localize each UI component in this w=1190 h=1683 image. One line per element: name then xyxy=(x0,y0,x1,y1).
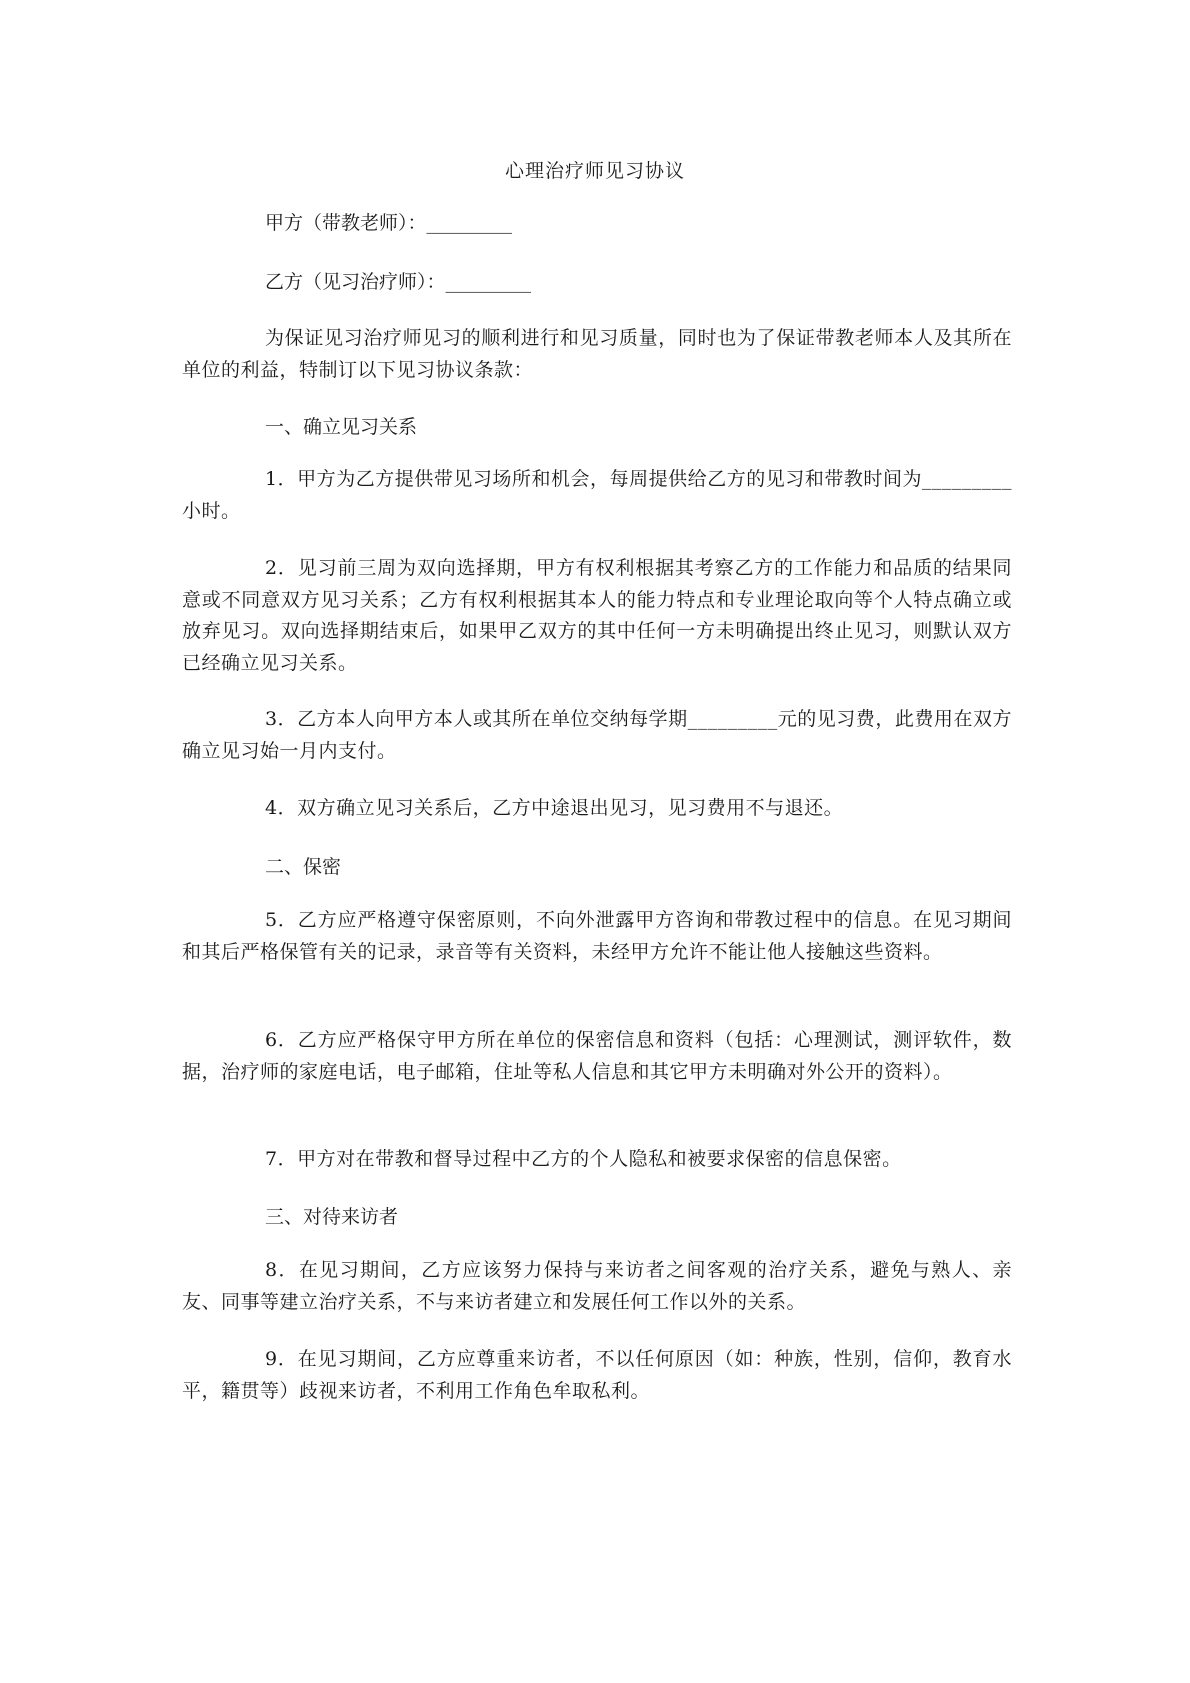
clause-4: 4．双方确立见习关系后，乙方中途退出见习，见习费用不与退还。 xyxy=(265,797,844,819)
section-heading: 二、保密 xyxy=(265,856,342,878)
clause-6: 6．乙方应严格保守甲方所在单位的保密信息和资料（包括：心理测试，测评软件，数据，治疗师的家庭电话，电子邮箱，住址等私人信息和其它甲方未明确对外公开的资料）。 xyxy=(182,1029,1012,1083)
clause-8: 8．在见习期间，乙方应该努力保持与来访者之间客观的治疗关系，避免与熟人、亲友、同事等建立治疗关系，不与来访者建立和发展任何工作以外的关系。 xyxy=(182,1259,1012,1313)
intro-paragraph: 为保证见习治疗师见习的顺利进行和见习质量，同时也为了保证带教老师本人及其所在单位的利益，特制订以下见习协议条款： xyxy=(182,327,1012,381)
document-title: 心理治疗师见习协议 xyxy=(504,160,685,182)
section-heading: 一、确立见习关系 xyxy=(265,416,418,438)
clause-3: 3．乙方本人向甲方本人或其所在单位交纳每学期_________元的见习费，此费用在双方确立见习始一月内支付。 xyxy=(182,708,1012,762)
clause-7: 7．甲方对在带教和督导过程中乙方的个人隐私和被要求保密的信息保密。 xyxy=(265,1148,902,1170)
section-heading: 三、对待来访者 xyxy=(265,1206,399,1228)
clause-5: 5．乙方应严格遵守保密原则，不向外泄露甲方咨询和带教过程中的信息。在见习期间和其后严格保管有关的记录，录音等有关资料，未经甲方允许不能让他人接触这些资料。 xyxy=(182,909,1012,963)
party-b-line: 乙方（见习治疗师）：_________ xyxy=(265,271,532,293)
clause-1: 1．甲方为乙方提供带见习场所和机会，每周提供给乙方的见习和带教时间为_________小时。 xyxy=(182,468,1012,522)
clause-9: 9．在见习期间，乙方应尊重来访者，不以任何原因（如：种族，性别，信仰，教育水平，籍贯等）歧视来访者，不利用工作角色牟取私利。 xyxy=(182,1348,1012,1402)
clause-2: 2．见习前三周为双向选择期，甲方有权利根据其考察乙方的工作能力和品质的结果同意或不同意双方见习关系；乙方有权利根据其本人的能力特点和专业理论取向等个人特点确立或放弃见习。双向选择期结束后，如果甲乙双方的其中任何一方未明确提出终止见习，则默认双方已经确立见习关系。 xyxy=(182,557,1012,674)
party-a-line: 甲方（带教老师）：_________ xyxy=(265,212,513,234)
